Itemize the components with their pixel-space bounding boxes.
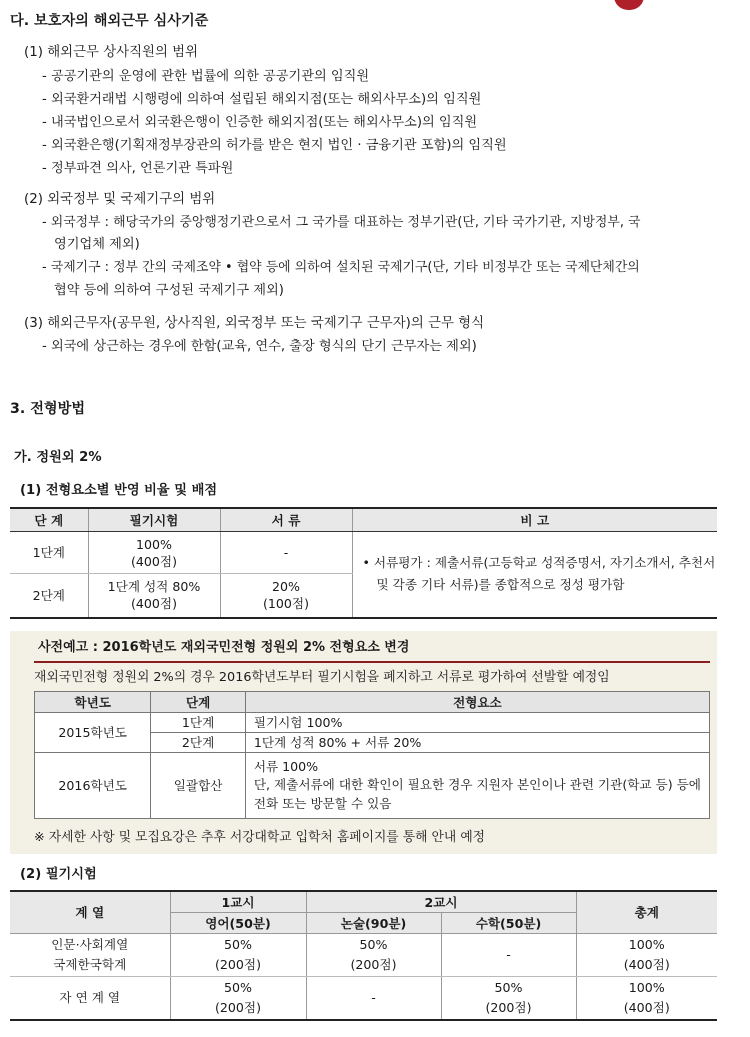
- notice-description: 재외국민전형 정원외 2%의 경우 2016학년도부터 필기시험을 폐지하고 서류로 평가하여 선발할 예정임: [34, 670, 610, 685]
- cell-line: 서류 100%: [253, 759, 319, 774]
- table-header: 단계: [151, 692, 245, 713]
- table-cell: 필기시험 100%: [245, 713, 709, 733]
- list-item: - 외국환은행(기획재정부장관의 허가를 받은 현지 법인 · 금융기관 포함)의 임직원: [42, 138, 507, 153]
- table-header: 2교시: [306, 891, 576, 913]
- table-cell: [220, 574, 352, 618]
- table-cell: 2단계: [151, 733, 245, 753]
- cell-value: (200점): [350, 957, 397, 972]
- notice-divider: [34, 661, 710, 663]
- table-cell: 1단계 성적 80% + 서류 20%: [245, 733, 709, 753]
- table-cell: [245, 753, 709, 819]
- section-heading: 다. 보호자의 해외근무 심사기준: [10, 13, 209, 29]
- table-header: 수학(50분): [441, 913, 576, 934]
- table-cell: 일괄합산: [151, 753, 245, 819]
- table-header: 총계: [576, 891, 717, 934]
- table-note-cell: [352, 532, 717, 618]
- notice-title: 사전예고 : 2016학년도 재외국민전형 정원외 2% 전형요소 변경: [38, 640, 410, 655]
- table-cell: [88, 574, 220, 618]
- table-cell: [441, 977, 576, 1021]
- cell-value: (200점): [214, 1000, 262, 1015]
- table-header: 영어(50분): [170, 913, 306, 934]
- table-cell: 1단계: [10, 532, 88, 574]
- table-cell: -: [220, 532, 352, 574]
- table-cell: [306, 934, 441, 977]
- list-item: - 공공기관의 운영에 관한 법률에 의한 공공기관의 임직원: [42, 69, 370, 84]
- notice-footnote: ※ 자세한 사항 및 모집요강은 추후 서강대학교 입학처 홈페이지를 통해 안내 예정: [34, 830, 486, 845]
- advance-notice-box: [10, 631, 717, 854]
- list-item: - 외국에 상근하는 경우에 한함(교육, 연수, 출장 형식의 단기 근무자는 제외): [42, 339, 477, 354]
- written-exam-table: [10, 890, 717, 1021]
- table-cell: -: [306, 977, 441, 1021]
- table-cell: [576, 977, 717, 1021]
- cell-value: (400점): [130, 596, 178, 612]
- subsection-heading: 가. 정원외 2%: [14, 450, 102, 465]
- cell-value: 20%: [272, 579, 300, 595]
- cell-value: 1단계 성적 80%: [107, 579, 201, 595]
- list-item: - 외국환거래법 시행령에 의하여 설립된 해외지점(또는 해외사무소)의 임직원: [42, 92, 482, 107]
- cell-value: 50%: [224, 937, 252, 953]
- cell-value: (100점): [262, 596, 310, 612]
- subsection-title: (1) 해외근무 상사직원의 범위: [24, 45, 199, 60]
- note-text: • 서류평가 : 제출서류(고등학교 성적증명서, 자기소개서, 추천서: [362, 555, 716, 571]
- table-cell: 2015학년도: [35, 713, 151, 753]
- list-item-continuation: 협약 등에 의하여 구성된 국제기구 제외): [54, 283, 284, 298]
- cell-value: (200점): [485, 1000, 532, 1015]
- university-logo-icon: [614, 0, 644, 10]
- cell-value: 50%: [494, 980, 523, 996]
- subsection-title: (3) 해외근무자(공무원, 상사직원, 외국정부 또는 국제기구 근무자)의 근무 형식: [24, 316, 485, 331]
- table-cell: 2016학년도: [35, 753, 151, 819]
- cell-value: (400점): [623, 957, 670, 972]
- cell-line: 단, 제출서류에 대한 확인이 필요한 경우 지원자 본인이나 관련 기관(학교 등) 등에: [253, 777, 701, 793]
- cell-value: 국제한국학계: [53, 957, 127, 972]
- cell-value: 100%: [135, 536, 172, 552]
- list-item: - 정부파견 의사, 언론기관 특파원: [42, 161, 234, 176]
- cell-value: (400점): [130, 553, 178, 569]
- list-item: - 국제기구 : 정부 간의 국제조약 • 협약 등에 의하여 설치된 국제기구(단, 기타 비정부간 또는 국제단체간의: [42, 260, 640, 275]
- table-cell: [170, 977, 306, 1021]
- list-item: - 내국법인으로서 외국환은행이 인증한 해외지점(또는 해외사무소)의 임직원: [42, 115, 478, 130]
- table-header: 학년도: [35, 692, 151, 713]
- table-cell: [576, 934, 717, 977]
- cell-value: 100%: [628, 937, 665, 953]
- table-header: 계 열: [10, 891, 170, 934]
- cell-value: (400점): [623, 1000, 670, 1015]
- table-header: 필기시험: [88, 508, 220, 532]
- subsection-title: (2) 필기시험: [20, 867, 97, 882]
- list-item-continuation: 영기업체 제외): [54, 237, 140, 252]
- notice-table: [34, 691, 710, 819]
- table-cell: [10, 934, 170, 977]
- cell-value: 50%: [359, 937, 388, 953]
- section-heading: 3. 전형방법: [10, 401, 86, 417]
- table-cell: 자 연 계 열: [10, 977, 170, 1021]
- table-header: 논술(90분): [306, 913, 441, 934]
- cell-value: 100%: [628, 980, 665, 996]
- table-cell: [170, 934, 306, 977]
- list-item: - 외국정부 : 해당국가의 중앙행정기관으로서 그 국가를 대표하는 정부기관(단, 기타 국가기관, 지방정부, 국: [42, 215, 641, 230]
- table-cell: -: [441, 934, 576, 977]
- table-header: 서 류: [220, 508, 352, 532]
- cell-value: 인문·사회계열: [51, 937, 129, 953]
- table-header: 단 계: [10, 508, 88, 532]
- cell-value: 50%: [224, 980, 252, 996]
- selection-ratio-table: [10, 507, 717, 619]
- cell-line: 전화 또는 방문할 수 있음: [253, 795, 392, 811]
- note-text: 및 각종 기타 서류)를 종합적으로 정성 평가함: [376, 577, 625, 593]
- table-header: 1교시: [170, 891, 306, 913]
- subsection-title: (2) 외국정부 및 국제기구의 범위: [24, 192, 216, 207]
- table-cell: [88, 532, 220, 574]
- table-header: 비 고: [352, 508, 717, 532]
- table-cell: 2단계: [10, 574, 88, 618]
- table-header: 전형요소: [245, 692, 709, 713]
- table-cell: 1단계: [151, 713, 245, 733]
- subsection-title: (1) 전형요소별 반영 비율 및 배점: [20, 483, 218, 498]
- cell-value: (200점): [214, 957, 262, 972]
